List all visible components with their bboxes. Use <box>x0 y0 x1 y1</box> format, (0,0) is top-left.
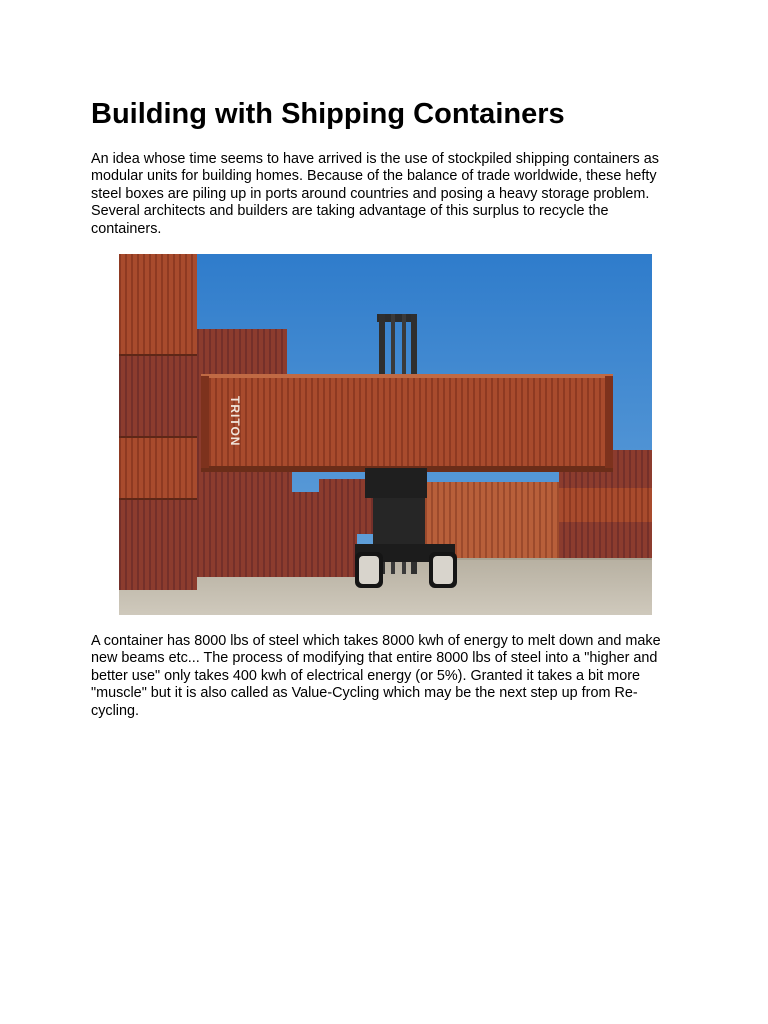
left-container-stack <box>119 254 197 590</box>
energy-paragraph: A container has 8000 lbs of steel which takes 8000 kwh of energy to melt down and make new beams etc... The process of modifying that entire 8000 lbs of steel into a "higher and better use" only takes 400 kwh of electrical energy (or 5%). Granted it takes a bit more "muscle" but it is also called as Value-Cycling which may be the next step up from Re-cycling. <box>91 633 661 719</box>
intro-paragraph: An idea whose time seems to have arrived is the use of stockpiled shipping containers as modular units for building homes. Because of the balance of trade worldwide, these hefty steel boxes are piling up in ports around countries and posing a heavy storage problem. Several architects and builders are taking advantage of this surplus to recycle the containers. <box>91 151 659 237</box>
page-title: Building with Shipping Containers <box>91 98 565 130</box>
container-brand-label: TRITON <box>228 396 242 447</box>
container-forklift-photo <box>119 254 652 615</box>
lifted-triton-container <box>201 374 613 472</box>
